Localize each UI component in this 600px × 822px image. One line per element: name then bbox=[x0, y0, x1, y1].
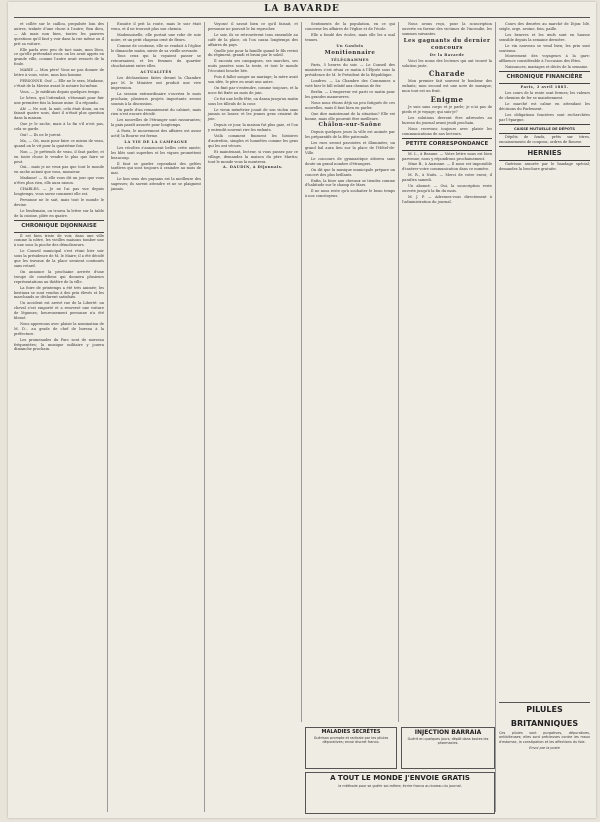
paragraph: et collée sur le caillou, propulsée loin des autres, traînée d'une chose à l'autre; Bon dieu, — Ah mais non bien, toutes les pauvres questions qu'il faut y voir dans la rue même ou il prit sa voiture. bbox=[14, 22, 104, 46]
paragraph: Le soir, ils se retrouvèrent tous ensemble au café de la place, où l'on causa longtemps des affaires du pays. bbox=[208, 32, 298, 47]
column-6 bbox=[499, 22, 590, 173]
section-heading: Les gagnants du dernier concours bbox=[403, 37, 491, 51]
paragraph: Elle a fondé des écoles, mais elle les a mal tenues. bbox=[305, 32, 395, 42]
column-rule bbox=[495, 22, 496, 812]
section-heading: Charade bbox=[428, 69, 466, 79]
paragraph: PERSONNE. Oui! — Elle ne le sera, Madame, c'était de la Merise avant le notaire lui-même. bbox=[14, 78, 104, 88]
paragraph: Il raconta ses campagnes, ses marches, ses nuits passées sous la tente, et tout le monde l'écoutait bouche bée. bbox=[208, 59, 298, 74]
section-heading: CHRONIQUE FINANCIÈRE bbox=[499, 71, 590, 84]
paragraph: Paris, 5 heures du soir. — Le Conseil des ministres s'est réuni ce matin à l'Élysée sous la présidence de M. le Président de la République. bbox=[305, 63, 395, 78]
paragraph: Non — Je prétends de veau, il faut parler, et en toute chose le vendre le plus que faire se peut. bbox=[14, 149, 104, 164]
paragraph: CHARLES. — Je ne l'ai pas vue depuis longtemps, vous savez comment elle est. bbox=[14, 187, 104, 196]
column-5 bbox=[402, 22, 492, 206]
ad-box bbox=[305, 772, 495, 814]
paragraph: Cours des denrées au marché de Dijon: blé, seigle, orge, avoine, foin, paille. bbox=[499, 22, 590, 31]
section-heading: ACTUALITÉS bbox=[140, 70, 172, 75]
section-heading: Enigme bbox=[430, 95, 464, 105]
ad-text: Ces pilules sont purgatives, dépuratives, antibilieuses; elles sont précieuses contre les maux d'estomac, la constipation et les affections du foie. bbox=[499, 731, 590, 744]
paragraph: Le bon sens des paysans est la meilleure des sagesses; ils savent attendre et ne se plaignent jamais. bbox=[111, 177, 201, 192]
paragraph: Quelle joie pour la famille quand le fils revint du régiment, grandi et bruni par le soleil. bbox=[208, 48, 298, 58]
paragraph: Ensuite il prit la route, mais le soir était venu, et il ne trouvait plus son chemin. bbox=[111, 22, 201, 31]
paragraph: Le Conseil municipal s'est réuni hier soir sous la présidence de M. le Maire; il a été décidé que les travaux de la place seraient continués sans retard. bbox=[14, 249, 104, 268]
paragraph: Vous, — Je méditais depuis quelques temps. bbox=[20, 89, 101, 94]
paragraph: Puis il fallut songer au mariage; la mère avait son idée, le père en avait une autre. bbox=[208, 75, 298, 84]
paragraph: Mademoiselle, elle portait une robe de soie noire, et un petit chapeau orné de fleurs. bbox=[111, 32, 201, 42]
paragraph: La foire de printemps a été très animée; les bestiaux se sont vendus à des prix élevés et les marchands se déclarent satisfaits. bbox=[14, 285, 104, 300]
paragraph: Les déclarations faites devant la Chambre par M. le Ministre ont produit une vive impression. bbox=[111, 76, 201, 90]
paragraph: Berlin. — L'empereur est parti ce matin pour les grandes manœuvres. bbox=[305, 89, 395, 99]
paragraph: Oui... mais je ne veux pas que tout le monde en sache autant que vous, monsieur. bbox=[14, 165, 104, 175]
paragraph: Le vieux ménétrier jouait de son violon sans jamais se lasser, et les jeunes gens criaient de joie. bbox=[208, 107, 298, 122]
paragraph: A Paris, le mouvement des affaires est assez actif; la Bourse est ferme. bbox=[111, 129, 201, 139]
top-rule bbox=[14, 17, 590, 18]
paragraph: Voilà comment finissent les histoires d'autrefois, simples et honnêtes comme les gens qui les ont vécues. bbox=[208, 134, 298, 148]
paragraph: Voici les noms des lecteurs qui ont trouvé la solution juste. bbox=[402, 58, 492, 68]
paragraph: La session extraordinaire s'ouvrira le mois prochain; plusieurs projets importants seront soumis à la discussion. bbox=[111, 91, 201, 106]
signature: A. DAUDIN, à Dijonnais. bbox=[222, 165, 284, 170]
paragraph: Et maintenant, lecteur, si vous passez par ce village, demandez la maison du père Martin; tout le monde vous la montrera. bbox=[208, 149, 298, 164]
ad-title: MALADIES SECRÈTES bbox=[321, 729, 381, 735]
paragraph: Les cours de la rente sont fermes; les valeurs de chemins de fer se maintiennent. bbox=[499, 91, 590, 100]
paragraph: Ce fut une belle fête; on dansa jusqu'au matin sous les tilleuls de la cour. bbox=[208, 96, 298, 106]
ad-text: Guérison prompte et radicale par les pilules dépuratives; envoi discret franco. bbox=[313, 736, 389, 745]
column-4 bbox=[305, 22, 395, 200]
paragraph: Elle parla avec peu de tact mais, mon Dieu, ce qu'elle prétendait avoir, on les avait appris en grande ville, comme l'autre avait ressorti de la foule. bbox=[14, 47, 104, 67]
paragraph: Les promenades du Parc sont de nouveau fréquentées; la musique militaire y jouera dimanche prochain. bbox=[14, 337, 104, 352]
paragraph: Il est bien triste de voir, dans une ville comme la nôtre, les vieilles maisons tomber une à une sous la pioche des démolisseurs. bbox=[14, 233, 104, 248]
paragraph: Je suis sans corps et je parle; je n'ai pas de pieds et je voyage; qui suis-je? bbox=[402, 105, 492, 115]
paragraph: Mon premier fait souvent le bonheur des enfants; mon second est une note de musique; mon tout est un fruit. bbox=[402, 79, 492, 94]
column-3 bbox=[208, 22, 298, 171]
paragraph: MARIE — Mon père! Vous ne pas donner de lettre à vous, votre, mon bon homme. bbox=[14, 68, 104, 78]
paragraph: Naissances, mariages et décès de la semaine. bbox=[505, 65, 589, 70]
paragraph: On annonce la prochaine arrivée d'une troupe de comédiens qui donnera plusieurs représentations au théâtre de la ville. bbox=[14, 269, 104, 284]
paragraph: Le marché est calme en attendant les décisions du Parlement. bbox=[499, 101, 590, 111]
column-rule bbox=[107, 22, 108, 812]
paragraph: Personne ne le sait, mais tout le monde le devine. bbox=[14, 197, 104, 207]
paragraph: Nous nous étions déjà un peu fatigués de ces nouvelles, mais il faut bien en parler. bbox=[305, 100, 395, 110]
paragraph: Il faut se garder cependant des gelées tardives qui sont toujours à craindre au mois de mai. bbox=[111, 161, 201, 176]
section-heading: CHRONIQUE DIJONNAISE bbox=[14, 220, 104, 233]
paragraph: Mouvement des voyageurs à la gare: affluence considérable à l'occasion des fêtes. bbox=[499, 54, 590, 64]
column-1 bbox=[14, 22, 104, 353]
paragraph: Dépôts de fonds, prêts sur titres, encaissements de coupons, ordres de Bourse. bbox=[499, 135, 590, 145]
paragraph: Que dire maintenant de la situation? Elle est bonne, mais elle pourrait être meilleure. bbox=[305, 111, 395, 121]
ad-signature: Envoi par la poste bbox=[529, 746, 560, 751]
paragraph: Oui! — Ils ne le jurent. bbox=[20, 133, 62, 138]
paragraph: Nous avons reçu, pour la souscription ouverte en faveur des victimes de l'incendie, les sommes suivantes. bbox=[402, 22, 492, 36]
paragraph: M. R., à Nuits. — Merci de votre envoi; il paraîtra samedi. bbox=[402, 173, 492, 183]
section-subheading: De la Bavarde bbox=[429, 52, 465, 57]
paragraph: Tous ceux qui la voyaient passer se retournaient, et les femmes du quartier chuchotaient entre elles. bbox=[111, 54, 201, 69]
ad-box bbox=[499, 702, 590, 813]
paragraph: Un abonné. — Oui, la souscription reste ouverte jusqu'à la fin du mois. bbox=[402, 184, 492, 193]
paragraph: Madame! — Si elle vous dit un jour que vous n'êtes plus rien, elle aura raison. bbox=[14, 176, 104, 186]
paragraph: Nous apprenons avec plaisir la nomination de M. D... au grade de chef de bureau à la préfecture. bbox=[14, 321, 104, 336]
newspaper-page bbox=[8, 2, 596, 818]
paragraph: Le lendemain, on trouva la lettre sur la table de la cuisine, pliée en quatre. bbox=[14, 208, 104, 218]
ad-text: la méthode pour se guérir soi-même; écrire franco au bureau du journal. bbox=[338, 784, 462, 788]
section-heading: Châlon-sur-Saône bbox=[318, 122, 382, 129]
section-heading: LA VIE DE LA CAMPAGNE bbox=[124, 139, 188, 144]
column-rule bbox=[204, 22, 205, 812]
paragraph: Nous recevons toujours avec plaisir les communications de nos lecteurs. bbox=[402, 126, 492, 136]
paragraph: Depuis ce jour, la maison fut plus gaie, et l'on y entendit souvent rire les enfants. bbox=[208, 123, 298, 133]
paragraph: Comme de coutume, elle se rendait à l'église le dimanche matin, suivie de sa vieille servante. bbox=[111, 43, 201, 53]
ad-heading: HERNIES bbox=[499, 146, 590, 161]
paragraph: Sentiments de la population, en ce qui concerne les affaires de l'église et de l'école. bbox=[305, 22, 395, 31]
paragraph: Le héros, qui l'attendait, s'étonnait pour fuir une première fois la bonne mine. Il a répondu. bbox=[14, 95, 104, 105]
paragraph: Enfin, la foire aux chevaux se tiendra comme d'habitude sur le champ de Mars. bbox=[305, 178, 395, 188]
paragraph: Les récoltes s'annoncent belles cette année; les blés sont superbes et les vignes promettent beaucoup. bbox=[111, 145, 201, 160]
paragraph: Les beurres et les œufs sont en hausse sensible depuis la semaine dernière. bbox=[499, 32, 590, 42]
column-rule bbox=[301, 22, 302, 722]
ad-title: A TOUT LE MONDE J'ENVOIE GRATIS bbox=[330, 774, 470, 782]
paragraph: M. J. P. — Adressez-vous directement à l'administration du journal. bbox=[402, 194, 492, 204]
paragraph: Les obligations foncières sont recherchées par l'épargne. bbox=[499, 112, 590, 122]
ad-text: Guérit en quelques jours; dépôt dans toutes les pharmacies. bbox=[407, 737, 489, 746]
paragraph: Il ne nous reste qu'à souhaiter le beau temps à nos concitoyens. bbox=[305, 189, 395, 199]
paragraph: On dit que la musique municipale prépare un concert des plus brillants. bbox=[305, 167, 395, 177]
section-subheading: Paris, 3 avril 1885. bbox=[520, 85, 569, 90]
ad-title: PILULES BRITANNIQUES bbox=[510, 705, 579, 728]
paragraph: Un accident est arrivé rue de la Liberté: un cheval s'est emporté et a renversé une voiture de légumes; heureusement personne n'a été blessé. bbox=[14, 301, 104, 321]
paragraph: Depuis quelques jours la ville est animée par les préparatifs de la fête patronale. bbox=[305, 130, 395, 140]
paragraph: Les solutions devront être adressées au bureau du journal avant jeudi prochain. bbox=[402, 115, 492, 125]
paragraph: On finit par s'entendre, comme toujours, et la noce fut fixée au mois de juin. bbox=[208, 85, 298, 95]
paragraph: Mme B., à Auxonne. — Il nous est impossible d'insérer votre communication dans ce numéro. bbox=[402, 162, 492, 172]
paragraph: Le vin nouveau se vend bien; les prix sont soutenus. bbox=[499, 43, 590, 53]
signature: Un Gaulois bbox=[336, 43, 364, 48]
paragraph: Guérison assurée par le bandage spécial; demandez la brochure gratuite. bbox=[499, 162, 590, 172]
paragraph: Voyons! il savait bien ce qu'il faisait, et personne ne pouvait le lui reprocher. bbox=[208, 22, 298, 31]
ad-title: INJECTION BARRAIA bbox=[414, 729, 482, 736]
section-heading: PETITE CORRESPONDANCE bbox=[402, 138, 492, 151]
paragraph: M. L., à Beaune. — Votre lettre nous est bien parvenue; nous y répondrons prochainement. bbox=[402, 151, 492, 161]
paragraph: Le concours de gymnastique attirera sans doute un grand nombre d'étrangers. bbox=[305, 156, 395, 166]
paragraph: Que je le sache, mais à la fin s'il n'est pas, cela se garde. bbox=[14, 122, 104, 132]
paragraph: Londres. — La Chambre des Communes a voté hier le bill relatif aux chemins de fer. bbox=[305, 79, 395, 89]
section-subheading: TÉLÉGRAMMES bbox=[330, 57, 370, 62]
paragraph: Ma, — Où, mais pour faire ce mieux de veau, quand on le vit pour la quatrième fois. bbox=[14, 138, 104, 148]
section-heading: CAISSE MUTUELLE DE DÉPOTS bbox=[499, 124, 590, 135]
paragraph: Les nouvelles de l'étranger sont rassurantes; la paix paraît assurée pour longtemps. bbox=[111, 118, 201, 128]
paragraph: On parle d'un remaniement du cabinet, mais rien n'est encore décidé. bbox=[111, 107, 201, 117]
masthead: LA BAVARDE bbox=[264, 4, 340, 14]
section-heading: Monitionnaire bbox=[324, 49, 376, 56]
paragraph: Ah! — Ne soit, la nuit, cela était doux, on en faisait quatre sous, dont il n'était plus question dans la maison. bbox=[14, 106, 104, 121]
ad-box bbox=[305, 727, 397, 769]
column-rule bbox=[398, 22, 399, 722]
paragraph: Les rues seront pavoisées et illuminées; un grand bal aura lieu sur la place de l'Hôtel-de-Ville. bbox=[305, 141, 395, 156]
ad-box bbox=[401, 727, 495, 769]
column-2 bbox=[111, 22, 201, 193]
